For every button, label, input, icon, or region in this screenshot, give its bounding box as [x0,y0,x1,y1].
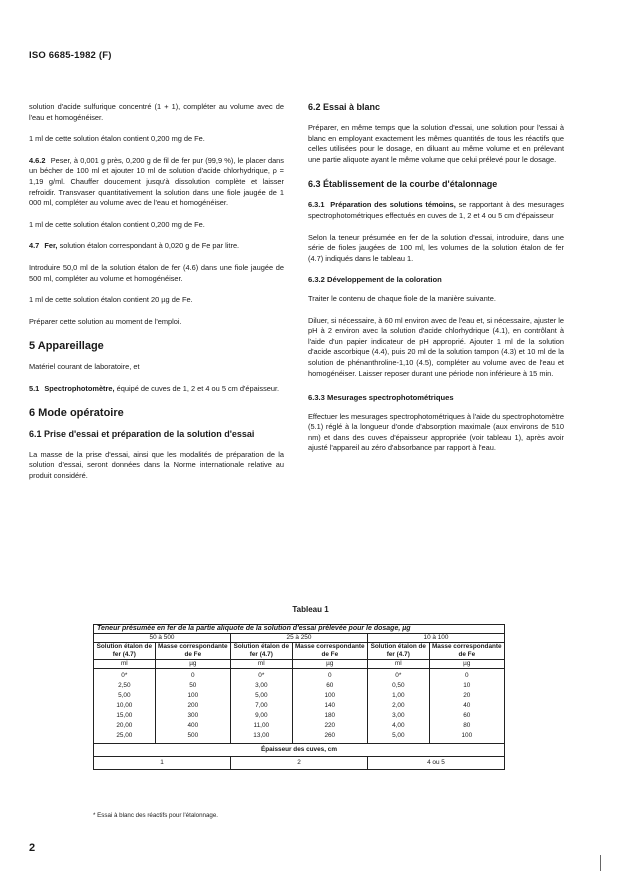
section-5-1 [29,384,284,395]
thickness-cell: 2 [230,757,367,770]
paragraph: Préparer cette solution au moment de l'emploi. [29,316,182,326]
table-footnote: * Essai à blanc des réactifs pour l'étalonnage. [93,812,219,819]
column-header: Masse correspondante de Fe [155,643,230,660]
unit-cell: µg [292,660,367,669]
range-cell: 10 à 100 [367,634,504,643]
thickness-cell: 1 [94,757,231,770]
heading-essai-blanc: 6.2 Essai à blanc [308,102,381,112]
volume-values: 0* 0,50 1,00 2,00 3,00 4,00 5,00 [367,669,429,744]
volume-values: 0* 2,50 5,00 10,00 15,00 20,00 25,00 [94,669,156,744]
section-6-3-1 [308,200,564,221]
heading-appareillage: 5 Appareillage [29,340,104,353]
section-title: Préparation des solutions témoins, [330,200,456,210]
section-title: Spectrophotomètre, [44,383,115,393]
paragraph: Traiter le contenu de chaque fiole de la manière suivante. [308,293,496,303]
section-text: équipé de cuves de 1, 2 et 4 ou 5 cm d'épaisseur. [116,383,280,393]
column-header: Solution étalon de fer (4.7) [367,643,429,660]
section-title: Fer, [44,241,58,251]
column-header: Masse correspondante de Fe [292,643,367,660]
heading-prise-essai: 6.1 Prise d'essai et préparation de la solution d'essai [29,428,255,439]
paragraph: 1 ml de cette solution étalon contient 0,200 mg de Fe. [29,219,205,229]
paragraph: Préparer, en même temps que la solution d'essai, une solution pour l'essai à blanc en employant exactement les mêmes quantités de tous les réactifs que celles utilisées pour le dosage, en diluant au même volume et en prélevant une partie aliquote ayant le même volume que celui prélevé pour le dosage. [308,123,564,164]
unit-cell: µg [429,660,504,669]
right-column [308,102,564,465]
section-number: 5.1 [29,383,40,393]
volume-values: 0* 3,00 5,00 7,00 9,00 11,00 13,00 [230,669,292,744]
document-header: ISO 6685-1982 (F) [29,50,112,61]
mass-values: 0 10 20 40 60 80 100 [429,669,504,744]
paragraph: Selon la teneur présumée en fer de la solution d'essai, introduire, dans une série de fioles jaugées de 100 ml, les volumes de la solution étalon de fer (4.7) indiqués dans le tableau 1. [308,232,564,263]
section-number: 4.6.2 [29,155,46,165]
heading-mode-operatoire: 6 Mode opératoire [29,407,124,420]
section-4-7 [29,241,284,252]
unit-cell: µg [155,660,230,669]
thickness-header: Épaisseur des cuves, cm [94,744,505,757]
paragraph: solution d'acide sulfurique concentré (1 + 1), compléter au volume avec de l'eau et homogénéiser. [29,102,284,122]
margin-mark [600,855,601,871]
paragraph: Matériel courant de laboratoire, et [29,361,140,371]
column-header: Solution étalon de fer (4.7) [94,643,156,660]
paragraph: 1 ml de cette solution étalon contient 0,200 mg de Fe. [29,134,205,144]
paragraph: Introduire 50,0 ml de la solution étalon de fer (4.6) dans une fiole jaugée de 500 ml, compléter au volume et homogénéiser. [29,262,284,283]
section-text: solution étalon correspondant à 0,020 g de Fe par litre. [59,241,240,251]
heading-developpement: 6.3.2 Développement de la coloration [308,275,442,285]
range-cell: 50 à 500 [94,634,231,643]
section-text: Peser, à 0,001 g près, 0,200 g de fil de fer pur (99,9 %), le placer dans un bécher de 100 ml et ajouter 10 ml de solution d'acide chlorhydrique, ρ = 1,19 g/ml. Chauffer doucement jusqu'à dissolution complète et laisser refroidir. Transvaser quantitativement la solution dans une fiole jaugée de 1 000 ml, compléter au volume avec de l'eau et homogénéiser. [29,155,284,208]
heading-courbe-etalonnage: 6.3 Établissement de la courbe d'étalonnage [308,179,498,190]
unit-cell: ml [94,660,156,669]
page-number: 2 [29,842,36,854]
section-number: 6.3.1 [308,200,325,210]
mass-values: 0 50 100 200 300 400 500 [155,669,230,744]
column-header: Masse correspondante de Fe [429,643,504,660]
section-text: se rapportant à des mesurages spectrophotométriques effectués en cuves de 1, 2 et 4 ou 5 cm d'épaisseur [308,200,564,220]
section-number: 4.7 [29,241,40,251]
table-title: Teneur présumée en fer de la partie aliquote de la solution d'essai prélevée pour le dosage, µg [94,625,505,634]
heading-mesurages: 6.3.3 Mesurages spectrophotométriques [308,393,454,403]
paragraph: La masse de la prise d'essai, ainsi que les modalités de préparation de la solution d'essai, seront données dans la Norme internationale relative au produit considéré. [29,449,284,480]
section-4-6-2 [29,156,284,209]
thickness-cell: 4 ou 5 [367,757,504,770]
paragraph: 1 ml de cette solution étalon contient 20 µg de Fe. [29,295,193,305]
calibration-table [93,624,505,770]
paragraph: Diluer, si nécessaire, à 60 ml environ avec de l'eau et, si nécessaire, ajuster le pH à 2 environ avec la solution d'acide chlorhydrique (4.1), en contrôlant à l'aide d'un papier indicateur de pH approprié. Ajouter 1 ml de la solution d'acide ascorbique (4.4), puis 20 ml de la solution tampon (4.3) et 10 ml de la solution de phénanthroline-1,10 (4.5), compléter au volume avec de l'eau et homogénéiser. Laisser reposer durant une période non inférieure à 15 min. [308,315,564,378]
table-caption: Tableau 1 [292,605,329,614]
paragraph: Effectuer les mesurages spectrophotométriques à l'aide du spectrophotomètre (5.1) réglé à la longueur d'onde d'absorption maximale (aux environs de 510 nm) et dans des cuves d'épaisseur appropriée (voir tableau 1), après avoir ajusté l'appareil au zéro d'absorbance par rapport à l'eau. [308,411,564,453]
unit-cell: ml [367,660,429,669]
range-cell: 25 à 250 [230,634,367,643]
unit-cell: ml [230,660,292,669]
left-column [29,102,284,492]
column-header: Solution étalon de fer (4.7) [230,643,292,660]
mass-values: 0 60 100 140 180 220 260 [292,669,367,744]
